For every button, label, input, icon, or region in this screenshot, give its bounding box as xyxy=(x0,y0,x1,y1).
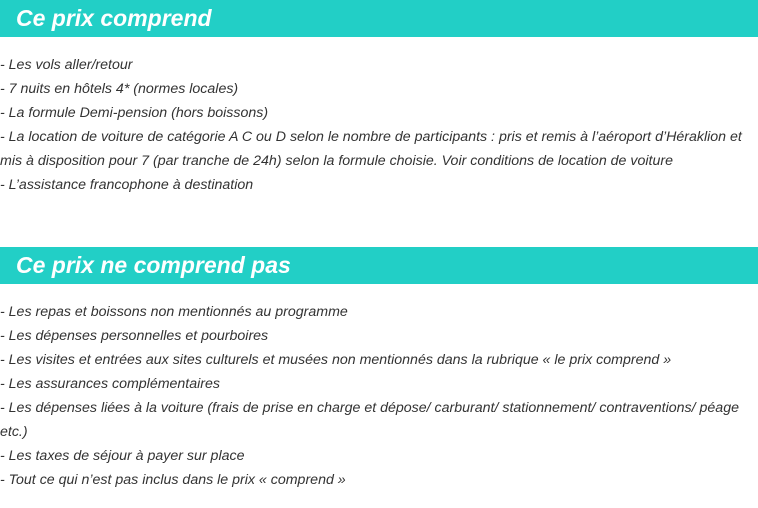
excluded-item-not-included: - Tout ce qui n’est pas inclus dans le prix « comprend » xyxy=(0,472,346,488)
included-item-flights: - Les vols aller/retour xyxy=(0,57,133,73)
excluded-section-header xyxy=(0,247,758,284)
excluded-item-visits: - Les visites et entrées aux sites culturels et musées non mentionnés dans la rubrique « le prix comprend » xyxy=(0,352,672,368)
included-item-assistance: - L’assistance francophone à destination xyxy=(0,177,254,193)
excluded-item-personal-expenses: - Les dépenses personnelles et pourboires xyxy=(0,328,269,344)
excluded-list xyxy=(0,300,752,492)
included-item-half-board: - La formule Demi-pension (hors boissons) xyxy=(0,105,269,121)
included-item-car-rental: - La location de voiture de catégorie A C ou D selon le nombre de participants : pris et remis à l’aéroport d’Héraklion et mis à disposition pour 7 (par tranche de 24h) selon la formule choisie. Voir conditions de location de voiture xyxy=(0,129,742,169)
excluded-item-tourist-tax: - Les taxes de séjour à payer sur place xyxy=(0,448,245,464)
included-item-hotels: - 7 nuits en hôtels 4* (normes locales) xyxy=(0,81,239,97)
excluded-item-car-expenses: - Les dépenses liées à la voiture (frais de prise en charge et dépose/ carburant/ stationnement/ contraventions/ péage etc.) xyxy=(0,400,739,440)
included-section-title: Ce prix comprend xyxy=(16,5,212,31)
included-section-header xyxy=(0,0,758,37)
excluded-item-meals: - Les repas et boissons non mentionnés au programme xyxy=(0,304,348,320)
included-list xyxy=(0,53,752,197)
excluded-item-insurance: - Les assurances complémentaires xyxy=(0,376,221,392)
excluded-section-title: Ce prix ne comprend pas xyxy=(16,252,291,278)
